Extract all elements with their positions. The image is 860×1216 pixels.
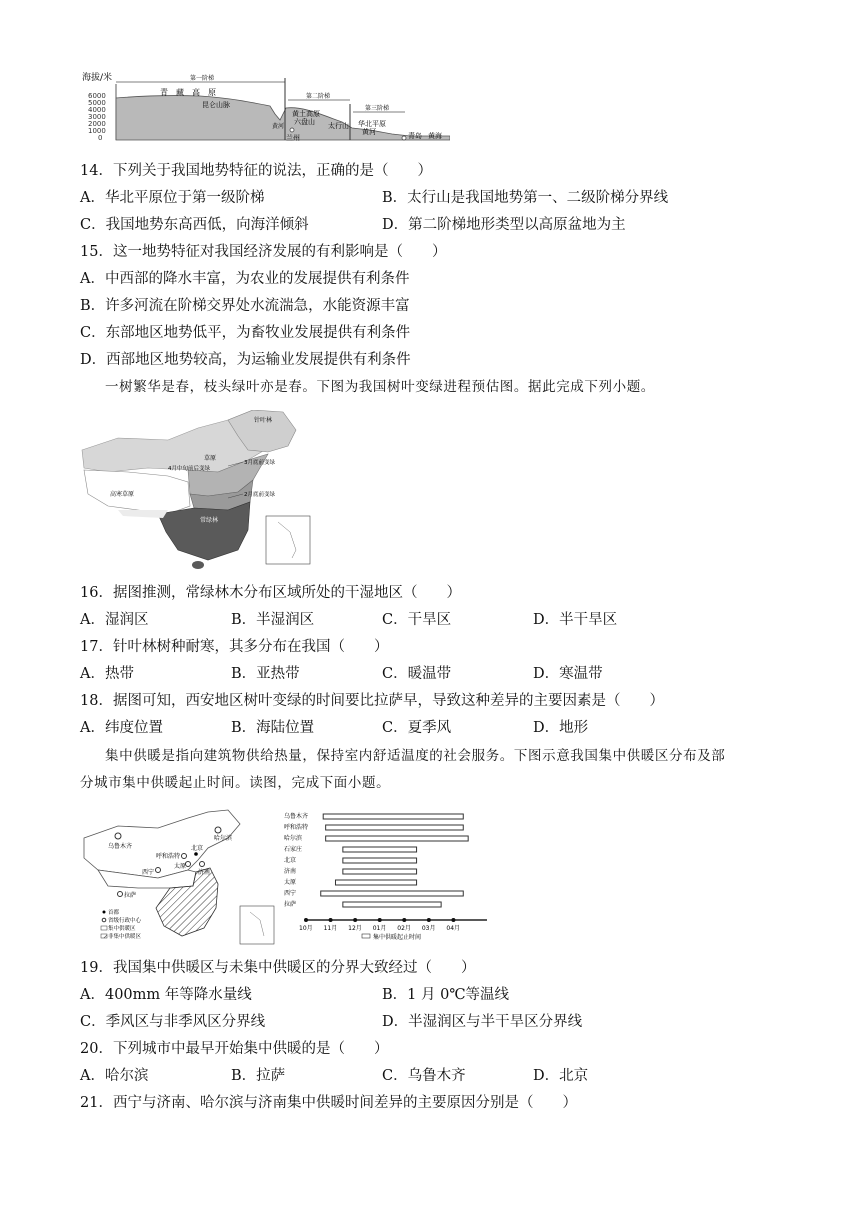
- heating-bar: [343, 902, 441, 907]
- leaf-greening-map: [78, 410, 318, 570]
- q19-stem: 19．我国集中供暖区与未集中供暖区的分界大致经过（ ）: [80, 960, 476, 976]
- q14-option-d: D．第二阶梯地形类型以高原盆地为主: [382, 217, 626, 233]
- lanzhou-label: 兰州: [286, 134, 300, 142]
- q17-option-b: B．亚热带: [231, 666, 300, 682]
- terrain-profile-figure: [80, 70, 450, 148]
- huanghe2-label: 黄河: [362, 128, 376, 136]
- category-label: 拉萨: [284, 901, 297, 908]
- north-plain-label: 华北平原: [358, 120, 386, 128]
- q17-option-d: D．寒温带: [533, 666, 603, 682]
- q14-option-c: C．我国地势东高西低，向海洋倾斜: [80, 217, 309, 233]
- x-tick-mark: [402, 918, 406, 922]
- q14-option-b: B．太行山是我国地势第一、二级阶梯分界线: [382, 190, 669, 206]
- q17-option-c: C．暖温带: [382, 666, 452, 682]
- q20-option-a: A．哈尔滨: [80, 1068, 149, 1084]
- city-taiyuan: 太原: [174, 863, 187, 870]
- alpine-grassland-label: 高寒草原: [110, 491, 135, 498]
- q19-option-c: C．季风区与非季风区分界线: [80, 1014, 266, 1030]
- x-tick-label: 12月: [348, 925, 362, 932]
- x-tick-label: 10月: [299, 925, 313, 932]
- q18-option-d: D．地形: [533, 720, 589, 736]
- category-label: 哈尔滨: [284, 835, 303, 842]
- city-lhasa: 拉萨: [124, 892, 137, 899]
- x-tick-mark: [378, 918, 382, 922]
- q15-option-a: A．中西部的降水丰富，为农业的发展提供有利条件: [80, 271, 410, 287]
- svg-text:2000: 2000: [88, 120, 106, 128]
- city-urumqi: 乌鲁木齐: [108, 843, 133, 850]
- feb-greening-label: 2月底前变绿: [244, 492, 275, 498]
- heating-bar: [335, 880, 416, 885]
- q16-stem: 16．据图推测，常绿林木分布区域所处的干湿地区（ ）: [80, 585, 461, 601]
- chart-legend-label: 集中供暖起止时间: [373, 934, 422, 941]
- step-2-label: 第二阶梯: [306, 93, 331, 100]
- svg-text:集中供暖区: 集中供暖区: [108, 926, 136, 932]
- profile-ylabel: 海拔/米: [82, 73, 113, 83]
- q14-stem: 14．下列关于我国地势特征的说法，正确的是（ ）: [80, 163, 432, 179]
- q18-option-b: B．海陆位置: [231, 720, 315, 736]
- heating-period-chart: [282, 808, 492, 943]
- plateau-label: 青 藏 高 原: [160, 88, 216, 97]
- q16-option-d: D．半干旱区: [533, 612, 618, 628]
- city-jinan: 济南: [198, 869, 211, 876]
- category-label: 济南: [284, 868, 297, 875]
- heating-bar: [326, 825, 464, 830]
- q19-option-b: B．1 月 0℃等温线: [382, 987, 510, 1003]
- q20-option-d: D．北京: [533, 1068, 589, 1084]
- q20-option-c: C．乌鲁木齐: [382, 1068, 466, 1084]
- svg-text:非集中供暖区: 非集中供暖区: [108, 934, 142, 940]
- category-label: 太原: [284, 879, 297, 886]
- heating-region-map: [78, 808, 278, 948]
- category-label: 西宁: [284, 890, 297, 897]
- q15-option-c: C．东部地区地势低平，为畜牧业发展提供有利条件: [80, 325, 411, 341]
- q21-stem: 21．西宁与济南、哈尔滨与济南集中供暖时间差异的主要原因分别是（ ）: [80, 1095, 577, 1111]
- q15-option-b: B．许多河流在阶梯交界处水流湍急，水能资源丰富: [80, 298, 410, 314]
- loess-label: 黄土高原: [292, 110, 320, 118]
- svg-text:1000: 1000: [88, 127, 106, 135]
- svg-text:3000: 3000: [88, 113, 106, 121]
- svg-text:6000: 6000: [88, 92, 106, 100]
- x-tick-label: 02月: [397, 925, 411, 932]
- category-label: 乌鲁木齐: [284, 813, 309, 820]
- city-beijing: 北京: [191, 845, 204, 852]
- q20-option-b: B．拉萨: [231, 1068, 286, 1084]
- svg-text:4000: 4000: [88, 106, 106, 114]
- x-tick-mark: [353, 918, 357, 922]
- heating-bar: [326, 836, 469, 841]
- heating-bar: [343, 858, 417, 863]
- svg-text:省级行政中心: 省级行政中心: [108, 918, 142, 924]
- liupan-label: 六盘山: [294, 118, 315, 126]
- profile-yticks: [88, 92, 106, 142]
- x-tick-label: 11月: [323, 925, 338, 932]
- category-label: 石家庄: [284, 846, 303, 853]
- step-1-label: 第一阶梯: [190, 75, 215, 82]
- q16-option-b: B．半湿润区: [231, 612, 315, 628]
- intro-paragraph-2-line2: 分城市集中供暖起止时间。读图，完成下面小题。: [80, 775, 391, 791]
- svg-text:0: 0: [98, 134, 103, 142]
- heating-bar: [343, 847, 417, 852]
- q19-option-a: A．400mm 年等降水量线: [80, 987, 252, 1003]
- svg-text:首都: 首都: [108, 910, 120, 916]
- x-tick-mark: [329, 918, 333, 922]
- grassland-label: 草原: [204, 455, 217, 462]
- heating-bar: [323, 814, 463, 819]
- intro-paragraph-1: 一树繁华是春，枝头绿叶亦是春。下图为我国树叶变绿进程预估图。据此完成下列小题。: [105, 379, 655, 395]
- yellow-sea-label: 黄海: [428, 132, 442, 140]
- chart-legend-swatch: [362, 934, 370, 938]
- terrain-profile: [116, 96, 450, 140]
- q16-option-a: A．湿润区: [80, 612, 149, 628]
- category-label: 呼和浩特: [284, 824, 309, 831]
- x-tick-label: 01月: [372, 925, 387, 932]
- q18-option-c: C．夏季风: [382, 720, 452, 736]
- march-greening-label: 3月底前变绿: [244, 460, 275, 466]
- evergreen-label: 常绿林: [200, 517, 219, 524]
- category-label: 北京: [284, 857, 297, 864]
- q15-stem: 15．这一地势特征对我国经济发展的有利影响是（ ）: [80, 244, 447, 260]
- q16-option-c: C．干旱区: [382, 612, 452, 628]
- svg-text:5000: 5000: [88, 99, 106, 107]
- taihang-label: 太行山: [328, 122, 349, 130]
- q19-option-d: D．半湿润区与半干旱区分界线: [382, 1014, 583, 1030]
- kunlun-label: 昆仑山脉: [202, 101, 230, 109]
- x-tick-mark: [427, 918, 431, 922]
- intro-paragraph-2-line1: 集中供暖是指向建筑物供给热量，保持室内舒适温度的社会服务。下图示意我国集中供暖区分布及部: [105, 748, 726, 764]
- x-tick-label: 04月: [446, 925, 461, 932]
- heating-map-legend: [101, 908, 142, 940]
- heating-bar: [343, 869, 417, 874]
- huanghe1-label: 黄河: [272, 123, 285, 130]
- q15-option-d: D．西部地区地势较高，为运输业发展提供有利条件: [80, 352, 411, 368]
- q17-option-a: A．热带: [80, 666, 134, 682]
- city-xining: 西宁: [142, 869, 155, 876]
- qingdao-label: 青岛: [408, 132, 422, 140]
- x-tick-label: 03月: [421, 925, 436, 932]
- city-hohhot: 呼和浩特: [156, 853, 181, 860]
- q17-stem: 17．针叶林树种耐寒，其多分布在我国（ ）: [80, 639, 389, 655]
- q18-stem: 18．据图可知，西安地区树叶变绿的时间要比拉萨早，导致这种差异的主要因素是（ ）: [80, 693, 664, 709]
- q18-option-a: A．纬度位置: [80, 720, 163, 736]
- april-greening-label: 4月中旬前后变绿: [168, 466, 210, 472]
- step-3-label: 第三阶梯: [365, 105, 390, 112]
- heating-bar: [321, 891, 464, 896]
- q20-stem: 20．下列城市中最早开始集中供暖的是（ ）: [80, 1041, 389, 1057]
- conifer-label: 针叶林: [254, 417, 273, 424]
- city-harbin: 哈尔滨: [214, 835, 233, 842]
- q14-option-a: A．华北平原位于第一级阶梯: [80, 190, 265, 206]
- x-tick-mark: [304, 918, 308, 922]
- x-tick-mark: [451, 918, 455, 922]
